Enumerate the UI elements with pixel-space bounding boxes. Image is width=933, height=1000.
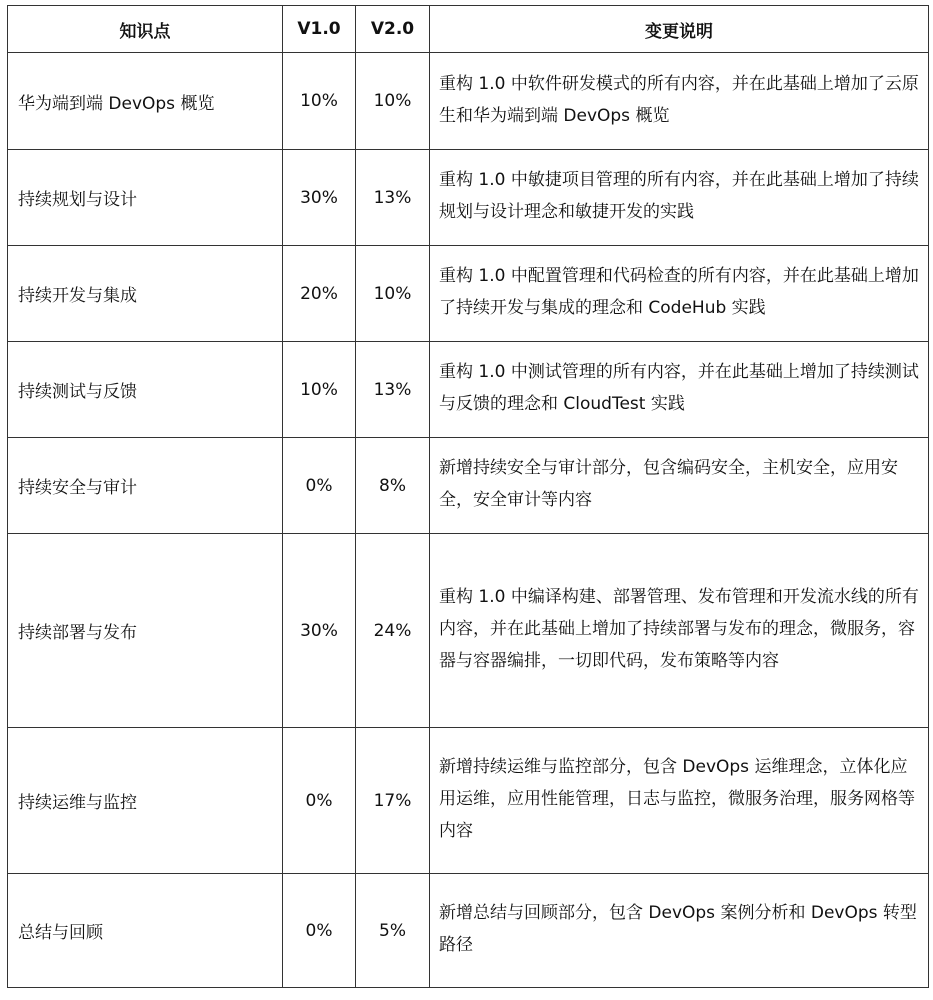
cell-v2: 17% xyxy=(356,728,430,874)
cell-v1: 10% xyxy=(283,342,356,438)
header-topic: 知识点 xyxy=(8,6,283,53)
cell-v2: 13% xyxy=(356,150,430,246)
cell-v2: 24% xyxy=(356,534,430,728)
table-row xyxy=(8,342,929,438)
cell-topic: 持续测试与反馈 xyxy=(8,342,283,438)
cell-desc: 重构 1.0 中敏捷项目管理的所有内容，并在此基础上增加了持续规划与设计理念和敏捷开发的实践 xyxy=(430,150,929,246)
cell-v2: 13% xyxy=(356,342,430,438)
knowledge-table xyxy=(7,5,929,988)
cell-desc: 新增持续运维与监控部分，包含 DevOps 运维理念，立体化应用运维，应用性能管理，日志与监控，微服务治理，服务网格等内容 xyxy=(430,728,929,874)
cell-topic: 华为端到端 DevOps 概览 xyxy=(8,53,283,150)
cell-v2: 8% xyxy=(356,438,430,534)
cell-v1: 0% xyxy=(283,438,356,534)
table-row xyxy=(8,150,929,246)
cell-topic: 持续部署与发布 xyxy=(8,534,283,728)
cell-desc: 重构 1.0 中测试管理的所有内容，并在此基础上增加了持续测试与反馈的理念和 CloudTest 实践 xyxy=(430,342,929,438)
cell-topic: 持续开发与集成 xyxy=(8,246,283,342)
table-row xyxy=(8,438,929,534)
cell-desc: 新增总结与回顾部分，包含 DevOps 案例分析和 DevOps 转型路径 xyxy=(430,874,929,988)
header-v2: V2.0 xyxy=(356,6,430,53)
cell-v1: 0% xyxy=(283,728,356,874)
table-row xyxy=(8,246,929,342)
cell-v1: 30% xyxy=(283,150,356,246)
cell-desc: 重构 1.0 中软件研发模式的所有内容，并在此基础上增加了云原生和华为端到端 DevOps 概览 xyxy=(430,53,929,150)
cell-v2: 5% xyxy=(356,874,430,988)
table-row xyxy=(8,874,929,988)
cell-v1: 30% xyxy=(283,534,356,728)
table-row xyxy=(8,534,929,728)
table-row xyxy=(8,53,929,150)
cell-desc: 重构 1.0 中配置管理和代码检查的所有内容，并在此基础上增加了持续开发与集成的理念和 CodeHub 实践 xyxy=(430,246,929,342)
cell-v2: 10% xyxy=(356,246,430,342)
cell-topic: 总结与回顾 xyxy=(8,874,283,988)
cell-topic: 持续运维与监控 xyxy=(8,728,283,874)
table-header-row xyxy=(8,6,929,53)
cell-topic: 持续安全与审计 xyxy=(8,438,283,534)
header-v1: V1.0 xyxy=(283,6,356,53)
header-desc: 变更说明 xyxy=(430,6,929,53)
table-row xyxy=(8,728,929,874)
cell-v2: 10% xyxy=(356,53,430,150)
cell-v1: 10% xyxy=(283,53,356,150)
cell-desc: 新增持续安全与审计部分，包含编码安全，主机安全，应用安全，安全审计等内容 xyxy=(430,438,929,534)
cell-v1: 0% xyxy=(283,874,356,988)
cell-topic: 持续规划与设计 xyxy=(8,150,283,246)
cell-desc: 重构 1.0 中编译构建、部署管理、发布管理和开发流水线的所有内容，并在此基础上增加了持续部署与发布的理念，微服务，容器与容器编排，一切即代码，发布策略等内容 xyxy=(430,534,929,728)
cell-v1: 20% xyxy=(283,246,356,342)
